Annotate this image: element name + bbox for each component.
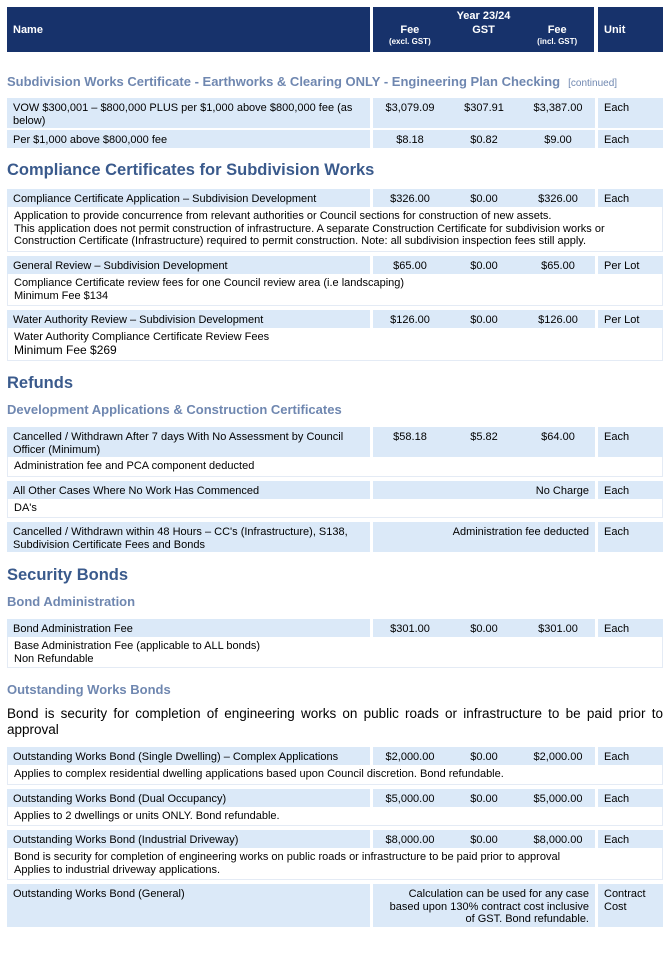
row-name: Cancelled / Withdrawn After 7 days With No Assessment by Council Officer (Minimum) [7, 427, 370, 457]
note-line: Non Refundable [14, 652, 94, 665]
note-line: Minimum Fee $269 [14, 342, 117, 357]
row-name: Outstanding Works Bond (Industrial Driveway) [7, 830, 370, 848]
table-row [7, 98, 663, 128]
row-note [7, 328, 663, 361]
row-gst: $0.00 [447, 619, 521, 637]
note-line: Applies to industrial driveway applications. [14, 863, 221, 876]
row-fee-incl: $301.00 [521, 619, 595, 637]
table-row [7, 256, 663, 274]
row-fee-incl: $3,387.00 [521, 98, 595, 128]
row-gst: $5.82 [447, 427, 521, 457]
row-fee: $2,000.00 [373, 747, 447, 765]
row-fee-span: Calculation can be used for any case based upon 130% contract cost inclusive of GST. Bond refundable. [373, 884, 595, 927]
row-note [7, 848, 663, 880]
row-fee-incl: $65.00 [521, 256, 595, 274]
table-row [7, 481, 663, 499]
row-note [7, 207, 663, 252]
row-gst: $0.00 [447, 789, 521, 807]
row-name: Outstanding Works Bond (Single Dwelling) – Complex Applications [7, 747, 370, 765]
row-fee: $8.18 [373, 130, 447, 148]
row-unit: Each [598, 130, 663, 148]
row-gst: $0.00 [447, 189, 521, 207]
bond-admin-heading: Bond Administration [7, 594, 136, 609]
row-fee: $326.00 [373, 189, 447, 207]
row-fee: $5,000.00 [373, 789, 447, 807]
row-gst: $307.91 [447, 98, 521, 128]
header-gst [447, 24, 521, 48]
row-fee-incl: $9.00 [521, 130, 595, 148]
row-note [7, 274, 663, 306]
table-row [7, 884, 663, 927]
table-row [7, 130, 663, 148]
row-unit: Each [598, 427, 663, 457]
row-unit: Each [598, 747, 663, 765]
table-row [7, 522, 663, 552]
row-unit: Each [598, 522, 663, 552]
row-unit: Per Lot [598, 310, 663, 328]
row-fee-incl: $64.00 [521, 427, 595, 457]
row-fee: $8,000.00 [373, 830, 447, 848]
row-note: Applies to 2 dwellings or units ONLY. Bond refundable. [7, 807, 663, 826]
row-fee: $58.18 [373, 427, 447, 457]
row-unit: Each [598, 98, 663, 128]
row-name: All Other Cases Where No Work Has Commenced [7, 481, 370, 499]
header-fee-label: Fee [400, 24, 420, 36]
note-line: This application does not permit construction of infrastructure. A separate Construction Certificate for subdivision works or Construction Certificate (Infrastructure) required to permit construction. Note: all subdivision inspection fees still apply. [14, 222, 605, 247]
row-name: Bond Administration Fee [7, 619, 370, 637]
row-name: Water Authority Review – Subdivision Development [7, 310, 370, 328]
row-fee-span: Administration fee deducted [373, 522, 595, 552]
row-fee-incl: $126.00 [521, 310, 595, 328]
security-heading: Security Bonds [7, 566, 129, 584]
dev-apps-heading: Development Applications & Construction Certificates [7, 402, 342, 417]
row-fee: $3,079.09 [373, 98, 447, 128]
table-row [7, 789, 663, 807]
row-note [7, 637, 663, 668]
header-fee-incl-sub: (incl. GST) [537, 37, 578, 46]
refunds-heading: Refunds [7, 374, 73, 392]
outstanding-paragraph: Bond is security for completion of engineering works on public roads or infrastructure to be paid prior to approval [7, 706, 663, 737]
row-gst: $0.00 [447, 830, 521, 848]
row-note: Applies to complex residential dwelling applications based upon Council discretion. Bond refundable. [7, 765, 663, 785]
subdivision-heading [7, 74, 617, 89]
note-line: Application to provide concurrence from relevant authorities or Council sections for construction of new assets. [14, 210, 552, 222]
row-name: Compliance Certificate Application – Subdivision Development [7, 189, 370, 207]
note-line: Bond is security for completion of engineering works on public roads or infrastructure to be paid prior to approval [14, 851, 561, 863]
row-note: DA's [7, 499, 663, 518]
row-unit: Contract Cost [598, 884, 663, 927]
row-gst: $0.82 [447, 130, 521, 148]
row-unit: Each [598, 830, 663, 848]
row-name: Outstanding Works Bond (General) [7, 884, 370, 927]
table-row [7, 189, 663, 207]
row-name: Per $1,000 above $800,000 fee [7, 130, 370, 148]
header-name [7, 7, 370, 52]
row-unit: Each [598, 789, 663, 807]
header-unit [598, 7, 663, 52]
row-unit: Each [598, 481, 663, 499]
compliance-heading: Compliance Certificates for Subdivision Works [7, 161, 375, 179]
row-fee-span: No Charge [373, 481, 595, 499]
header-year-label: Year 23/24 [456, 10, 511, 22]
row-fee: $65.00 [373, 256, 447, 274]
table-row [7, 427, 663, 457]
row-gst: $0.00 [447, 310, 521, 328]
row-unit: Each [598, 619, 663, 637]
row-fee: $301.00 [373, 619, 447, 637]
header-fee-incl-label: Fee [547, 24, 567, 36]
row-gst: $0.00 [447, 747, 521, 765]
row-gst: $0.00 [447, 256, 521, 274]
row-unit: Per Lot [598, 256, 663, 274]
header-unit-label: Unit [604, 23, 626, 36]
note-line: Water Authority Compliance Certificate Review Fees [14, 331, 270, 343]
subdivision-heading-text: Subdivision Works Certificate - Earthworks & Clearing ONLY - Engineering Plan Checking [7, 74, 561, 89]
note-line: Base Administration Fee (applicable to ALL bonds) [14, 640, 261, 652]
row-note: Administration fee and PCA component deducted [7, 457, 663, 477]
header-gst-label: GST [472, 24, 495, 36]
table-row [7, 310, 663, 328]
note-line: Minimum Fee $134 [14, 289, 109, 302]
row-fee-incl: $8,000.00 [521, 830, 595, 848]
table-row [7, 747, 663, 765]
table-row [7, 619, 663, 637]
row-fee-incl: $5,000.00 [521, 789, 595, 807]
row-name: VOW $300,001 – $800,000 PLUS per $1,000 above $800,000 fee (as below) [7, 98, 370, 128]
note-line: Compliance Certificate review fees for one Council review area (i.e landscaping) [14, 277, 405, 289]
header-fee-sub: (excl. GST) [388, 37, 431, 46]
header-fee-incl [520, 24, 594, 48]
header-name-label: Name [13, 23, 43, 36]
continued-label: [continued] [568, 78, 618, 89]
row-unit: Each [598, 189, 663, 207]
header-fee [373, 24, 447, 48]
outstanding-heading: Outstanding Works Bonds [7, 682, 171, 697]
row-name: General Review – Subdivision Development [7, 256, 370, 274]
row-fee-incl: $326.00 [521, 189, 595, 207]
header-year [373, 7, 594, 52]
row-fee: $126.00 [373, 310, 447, 328]
row-name: Cancelled / Withdrawn within 48 Hours – CC's (Infrastructure), S138, Subdivision Certificate Fees and Bonds [7, 522, 370, 552]
row-fee-incl: $2,000.00 [521, 747, 595, 765]
table-row [7, 830, 663, 848]
row-name: Outstanding Works Bond (Dual Occupancy) [7, 789, 370, 807]
